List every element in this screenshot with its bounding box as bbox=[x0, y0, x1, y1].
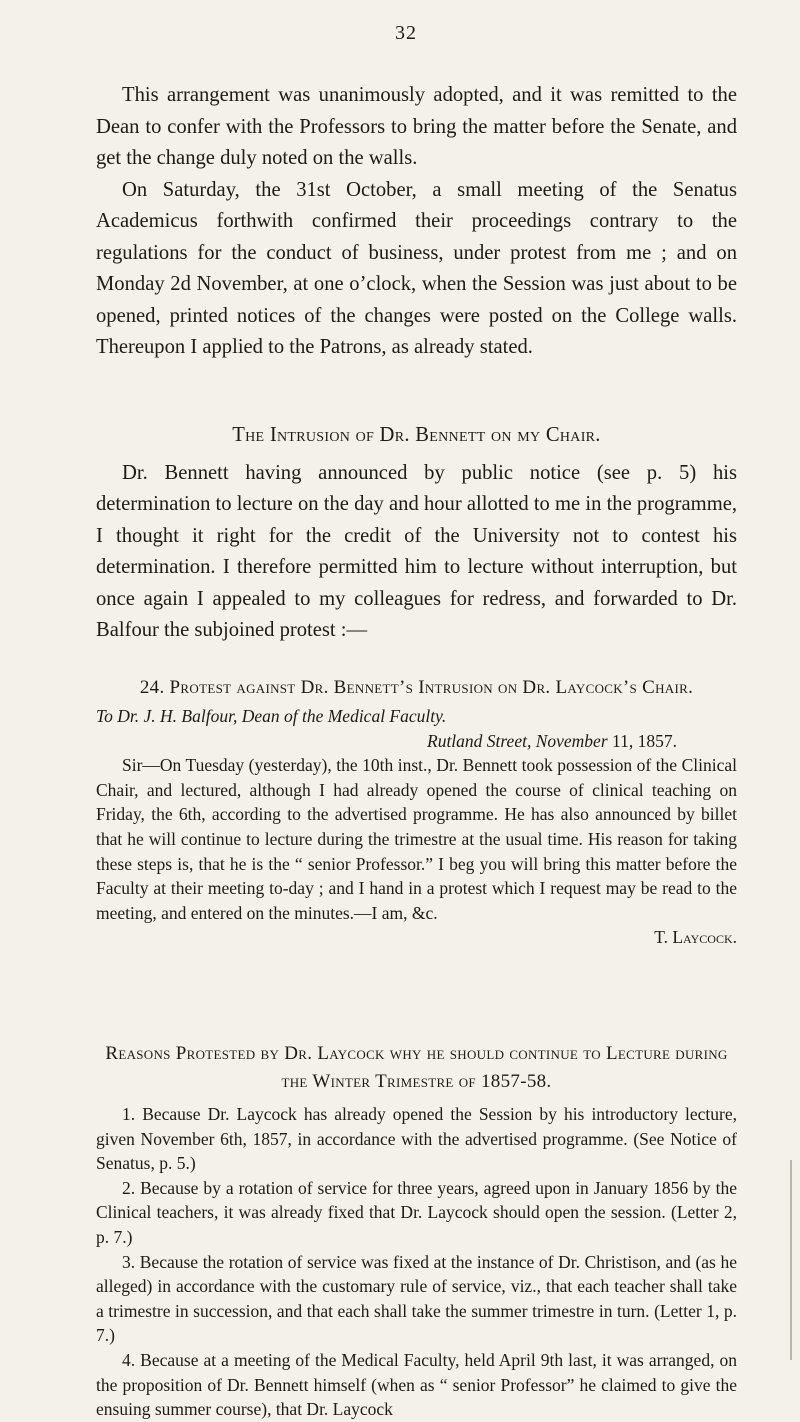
intro-paragraph-1: This arrangement was unanimously adopted, and it was remitted to the Dean to confer with the Professors to bring the matter before the Senate, and get the change duly noted on the walls. bbox=[96, 84, 737, 169]
protest-heading: 24. Protest against Dr. Bennett’s Intrusion on Dr. Laycock’s Chair. bbox=[139, 677, 694, 698]
intrusion-heading: The Intrusion of Dr. Bennett on my Chair. bbox=[232, 424, 601, 446]
reasons-heading: Reasons Protested by Dr. Laycock why he should continue to Lecture during the Winter Trimestre of 1857-58. bbox=[105, 1043, 728, 1092]
letter-signature-line bbox=[96, 925, 737, 950]
intro-section bbox=[96, 80, 737, 364]
letter-body: Sir—On Tuesday (yesterday), the 10th inst., Dr. Bennett took possession of the Clinical Chair, and lectured, although I had already opened the course of clinical teaching on Friday, the 6th, according to the advertised programme. He has also announced by billet that he will continue to lecture during the trimestre at the usual time. His reason for taking these steps is, that he is the “ senior Professor.” I beg you will bring this matter before the Faculty at their meeting to-day ; and I hand in a protest which I request may be read to the meeting, and entered on the minutes.—I am, &c. bbox=[96, 755, 737, 923]
letter-signature: T. Laycock. bbox=[654, 927, 737, 948]
letter-date: 11, 1857. bbox=[612, 730, 677, 751]
page-edge-shadow bbox=[790, 1160, 792, 1360]
reason-item: 1. Because Dr. Laycock has already opened the Session by his introductory lecture, given November 6th, 1857, in accordance with the advertised programme. (See Notice of Senatus, p. 5.) bbox=[96, 1104, 737, 1174]
reason-item: 3. Because the rotation of service was fixed at the instance of Dr. Christison, and (as he alleged) in accordance with the customary rule of service, viz., that each teacher shall take a trimestre in succession, and that each shall take the summer trimestre in turn. (Letter 1, p. 7.) bbox=[96, 1251, 737, 1346]
intro-paragraph-2: On Saturday, the 31st October, a small meeting of the Senatus Academicus forthwith confirmed their proceedings contrary to the regulations for the conduct of business, under protest from me ; and on Monday 2d November, at one o’clock, when the Session was just about to be opened, printed notices of the changes were posted on the College walls. Thereupon I applied to the Patrons, as already stated. bbox=[96, 178, 737, 358]
reasons-section bbox=[96, 1040, 737, 1422]
intrusion-paragraph: Dr. Bennett having announced by public notice (see p. 5) his determination to lecture on the day and hour allotted to me in the programme, I thought it right for the credit of the University not to contest his determination. I therefore permitted him to lecture without interruption, but once again I appealed to my colleagues for redress, and forwarded to Dr. Balfour the subjoined protest :— bbox=[96, 461, 737, 641]
letter-place: Rutland Street, November bbox=[427, 730, 608, 751]
reason-item: 2. Because by a rotation of service for three years, agreed upon in January 1856 by the Clinical teachers, it was already fixed that Dr. Laycock should open the session. (Letter 2, p. 7.) bbox=[96, 1177, 737, 1247]
letter-address: To Dr. J. H. Balfour, Dean of the Medical Faculty. bbox=[96, 706, 447, 726]
intrusion-section bbox=[96, 420, 737, 647]
page-number: 32 bbox=[395, 22, 417, 44]
letter-dateline bbox=[96, 729, 737, 754]
protest-section bbox=[96, 674, 737, 950]
reason-item: 4. Because at a meeting of the Medical Faculty, held April 9th last, it was arranged, on the proposition of Dr. Bennett himself (when as “ senior Professor” he claimed to give the ensuing summer course), that Dr. Laycock bbox=[96, 1349, 737, 1420]
